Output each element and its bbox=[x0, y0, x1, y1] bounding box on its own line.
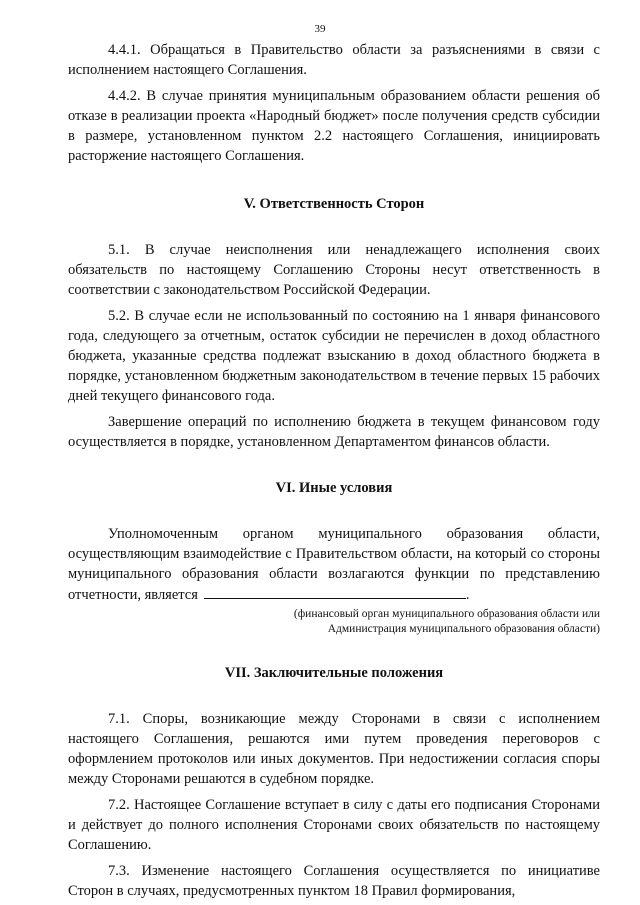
page-number: 39 bbox=[314, 23, 326, 35]
paragraph-5-2-continued: Завершение операций по исполнению бюджета в текущем финансовом году осуществляется в порядке, установленном Департаментом финансов области. bbox=[68, 414, 600, 450]
paragraph-7-2: 7.2. Настоящее Соглашение вступает в силу с даты его подписания Сторонами и действует до полного исполнения Сторонами своих обязательств по настоящему Соглашению. bbox=[68, 797, 600, 853]
blank-explanation-note bbox=[68, 607, 600, 637]
document-body bbox=[68, 40, 600, 901]
section-7-heading: VII. Заключительные положения bbox=[224, 665, 444, 681]
paragraph-6-1-text: Уполномоченным органом муниципального образования области, осуществляющим взаимодействие с Правительством области, на который со стороны муниципального образования области возлагаются функции по представлению отчетности, является bbox=[68, 526, 600, 603]
note-line-1: (финансовый орган муниципального образования области или bbox=[293, 608, 600, 620]
section-5-heading: V. Ответственность Сторон bbox=[243, 196, 425, 212]
paragraph-7-1: 7.1. Споры, возникающие между Сторонами в связи с исполнением настоящего Соглашения, решаются ими путем проведения переговоров с оформлением протоколов или иных документов. При недостижении согласия споры между Сторонами решаются в судебном порядке. bbox=[68, 711, 600, 787]
paragraph-5-2: 5.2. В случае если не использованный по состоянию на 1 января финансового года, следующего за отчетным, остаток субсидии не перечислен в доход областного бюджета, указанные средства подлежат взысканию в доход областного бюджета в порядке, установленном бюджетным законодательством в течение первых 15 рабочих дней текущего финансового года. bbox=[68, 308, 600, 404]
paragraph-5-1: 5.1. В случае неисполнения или ненадлежащего исполнения своих обязательств по настоящему Соглашению Стороны несут ответственность в соответствии с законодательством Российской Федерации. bbox=[68, 242, 600, 298]
note-line-2: Администрация муниципального образования области) bbox=[327, 623, 600, 635]
section-6-heading: VI. Иные условия bbox=[275, 480, 393, 496]
paragraph-6-1 bbox=[68, 524, 600, 605]
paragraph-7-3: 7.3. Изменение настоящего Соглашения осуществляется по инициативе Сторон в случаях, предусмотренных пунктом 18 Правил формирования, bbox=[68, 863, 600, 899]
paragraph-4-4-1: 4.4.1. Обращаться в Правительство области за разъяснениями в связи с исполнением настоящего Соглашения. bbox=[68, 42, 600, 78]
period: . bbox=[465, 587, 470, 603]
paragraph-4-4-2: 4.4.2. В случае принятия муниципальным образованием области решения об отказе в реализации проекта «Народный бюджет» после получения средств субсидии в размере, установленном пунктом 2.2 настоящего Соглашения, инициировать расторжение настоящего Соглашения. bbox=[68, 88, 600, 164]
fill-in-blank-line[interactable] bbox=[204, 584, 466, 599]
